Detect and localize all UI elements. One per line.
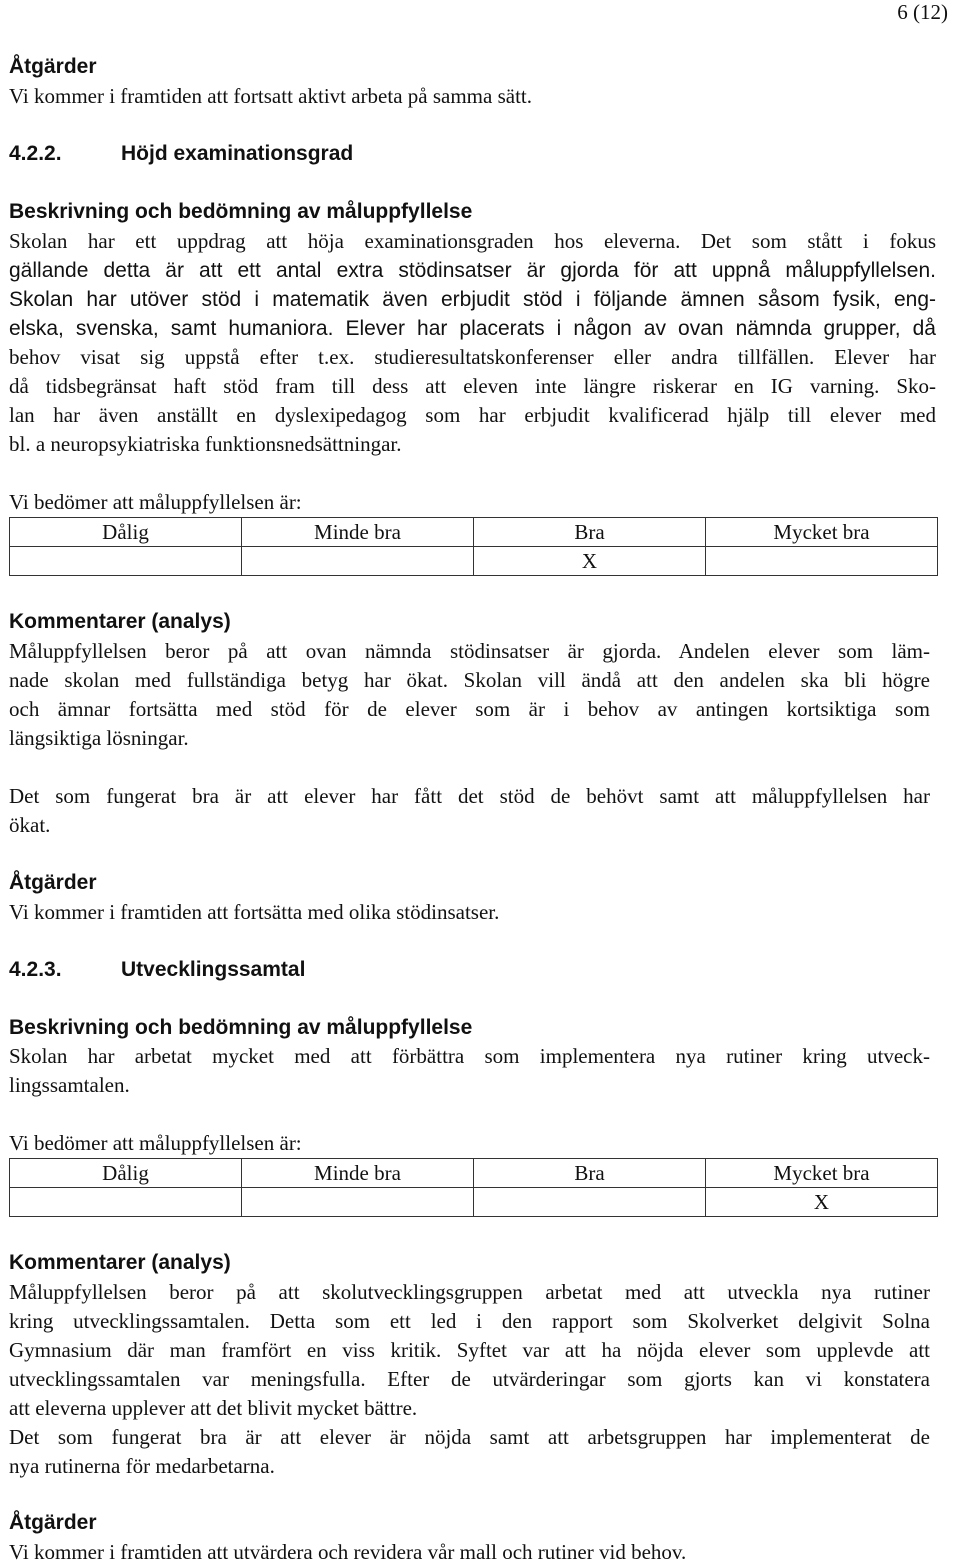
rating-mark-cell — [242, 1188, 474, 1217]
bedomer-label: Vi bedömer att måluppfyllelsen är: — [9, 1131, 302, 1155]
rating-mark-cell — [10, 547, 242, 576]
section-number: 4.2.2. — [9, 142, 62, 165]
text-line: elska, svenska, samt humaniora. Elever har placerats i någon av ovan nämnda grupper, då — [9, 317, 936, 340]
fungerat-paragraph — [9, 782, 930, 840]
text-line: Skolan har ett uppdrag att höja examinationsgraden hos eleverna. Det som stått i fokus — [9, 229, 936, 253]
rating-mark-cell — [242, 547, 474, 576]
atgarder-text: Vi kommer i framtiden att utvärdera och revidera vår mall och rutiner vid behov. — [9, 1540, 687, 1564]
text-line: längsiktiga lösningar. — [9, 726, 189, 750]
atgarder-heading: Åtgärder — [9, 871, 97, 894]
text-line: Måluppfyllelsen beror på att ovan nämnda stödinsatser är gjorda. Andelen elever som läm- — [9, 639, 930, 663]
text-line: och ämnar fortsätta med stöd för de elever som är i behov av antingen kortsiktiga som — [9, 697, 930, 721]
text-line: Gymnasium där man framfört en viss kritik. Syftet var att ha nöjda elever som upplevde att — [9, 1338, 930, 1362]
kommentarer-heading: Kommentarer (analys) — [9, 1251, 231, 1274]
kommentarer-paragraph — [9, 637, 930, 753]
text-line: behov visat sig uppstå efter t.ex. studieresultatskonferenser eller andra tillfällen. Elever har — [9, 345, 936, 369]
beskrivning-paragraph — [9, 227, 936, 459]
beskrivning-paragraph — [9, 1042, 930, 1100]
text-line: Skolan har utöver stöd i matematik även erbjudit stöd i följande ämnen såsom fysik, eng- — [9, 288, 936, 311]
rating-mark-cell: X — [474, 547, 706, 576]
text-line: lingssamtalen. — [9, 1073, 130, 1097]
page-number: 6 (12) — [897, 0, 948, 24]
atgarder-text: Vi kommer i framtiden att fortsätta med olika stödinsatser. — [9, 900, 500, 924]
rating-header-cell: Minde bra — [242, 1159, 474, 1188]
text-line: då tidsbegränsat haft stöd fram till dess att eleven inte längre riskerar en IG varning. Sko- — [9, 374, 936, 398]
atgarder-heading: Åtgärder — [9, 1511, 97, 1534]
rating-header-row — [10, 518, 938, 547]
bedomer-label: Vi bedömer att måluppfyllelsen är: — [9, 490, 302, 514]
text-line: Det som fungerat bra är att elever har fått det stöd de behövt samt att måluppfyllelsen har — [9, 784, 930, 808]
text-line: Måluppfyllelsen beror på att skolutvecklingsgruppen arbetat med att utveckla nya rutiner — [9, 1280, 930, 1304]
section-title: Höjd examinationsgrad — [121, 142, 354, 165]
rating-header-row — [10, 1159, 938, 1188]
kommentarer-paragraph — [9, 1278, 930, 1481]
section-number: 4.2.3. — [9, 958, 62, 981]
text-line: Skolan har arbetat mycket med att förbättra som implementera nya rutiner kring utveck- — [9, 1044, 930, 1068]
text-line: lan har även anställt en dyslexipedagog som har erbjudit kvalificerad hjälp till elever med — [9, 403, 936, 427]
rating-header-cell: Bra — [474, 1159, 706, 1188]
text-line: ökat. — [9, 813, 51, 837]
rating-mark-row — [10, 1188, 938, 1217]
section-title: Utvecklingssamtal — [121, 958, 306, 981]
rating-table — [9, 1158, 938, 1217]
rating-header-cell: Dålig — [10, 1159, 242, 1188]
beskrivning-heading: Beskrivning och bedömning av måluppfyllelse — [9, 1016, 473, 1039]
beskrivning-heading: Beskrivning och bedömning av måluppfyllelse — [9, 200, 473, 223]
rating-header-cell: Bra — [474, 518, 706, 547]
rating-header-cell: Dålig — [10, 518, 242, 547]
text-line: bl. a neuropsykiatriska funktionsnedsättningar. — [9, 432, 402, 456]
text-line: nade skolan med fullständiga betyg har ökat. Skolan vill ändå att den andelen ska bli högre — [9, 668, 930, 692]
text-line: utvecklingssamtalen var meningsfulla. Efter de utvärderingar som gjorts kan vi konstatera — [9, 1367, 930, 1391]
rating-mark-cell — [10, 1188, 242, 1217]
text-line: gällande detta är att ett antal extra stödinsatser är gjorda för att uppnå måluppfyllelsen. — [9, 259, 936, 282]
text-line: kring utvecklingssamtalen. Detta som ett led i den rapport som Skolverket delgivit Solna — [9, 1309, 930, 1333]
rating-mark-cell — [706, 547, 938, 576]
rating-header-cell: Mycket bra — [706, 518, 938, 547]
rating-mark-cell: X — [706, 1188, 938, 1217]
rating-header-cell: Minde bra — [242, 518, 474, 547]
rating-table — [9, 517, 938, 576]
rating-mark-cell — [474, 1188, 706, 1217]
text-line: nya rutinerna för medarbetarna. — [9, 1454, 275, 1478]
section-heading-4-2-3 — [9, 955, 936, 984]
atgarder-heading: Åtgärder — [9, 55, 97, 78]
rating-mark-row — [10, 547, 938, 576]
kommentarer-heading: Kommentarer (analys) — [9, 610, 231, 633]
text-line: att eleverna upplever att det blivit mycket bättre. — [9, 1396, 418, 1420]
section-heading-4-2-2 — [9, 139, 936, 168]
text-line: Det som fungerat bra är att elever är nöjda samt att arbetsgruppen har implementerat de — [9, 1425, 930, 1449]
rating-header-cell: Mycket bra — [706, 1159, 938, 1188]
atgarder-text: Vi kommer i framtiden att fortsatt aktivt arbeta på samma sätt. — [9, 84, 532, 108]
